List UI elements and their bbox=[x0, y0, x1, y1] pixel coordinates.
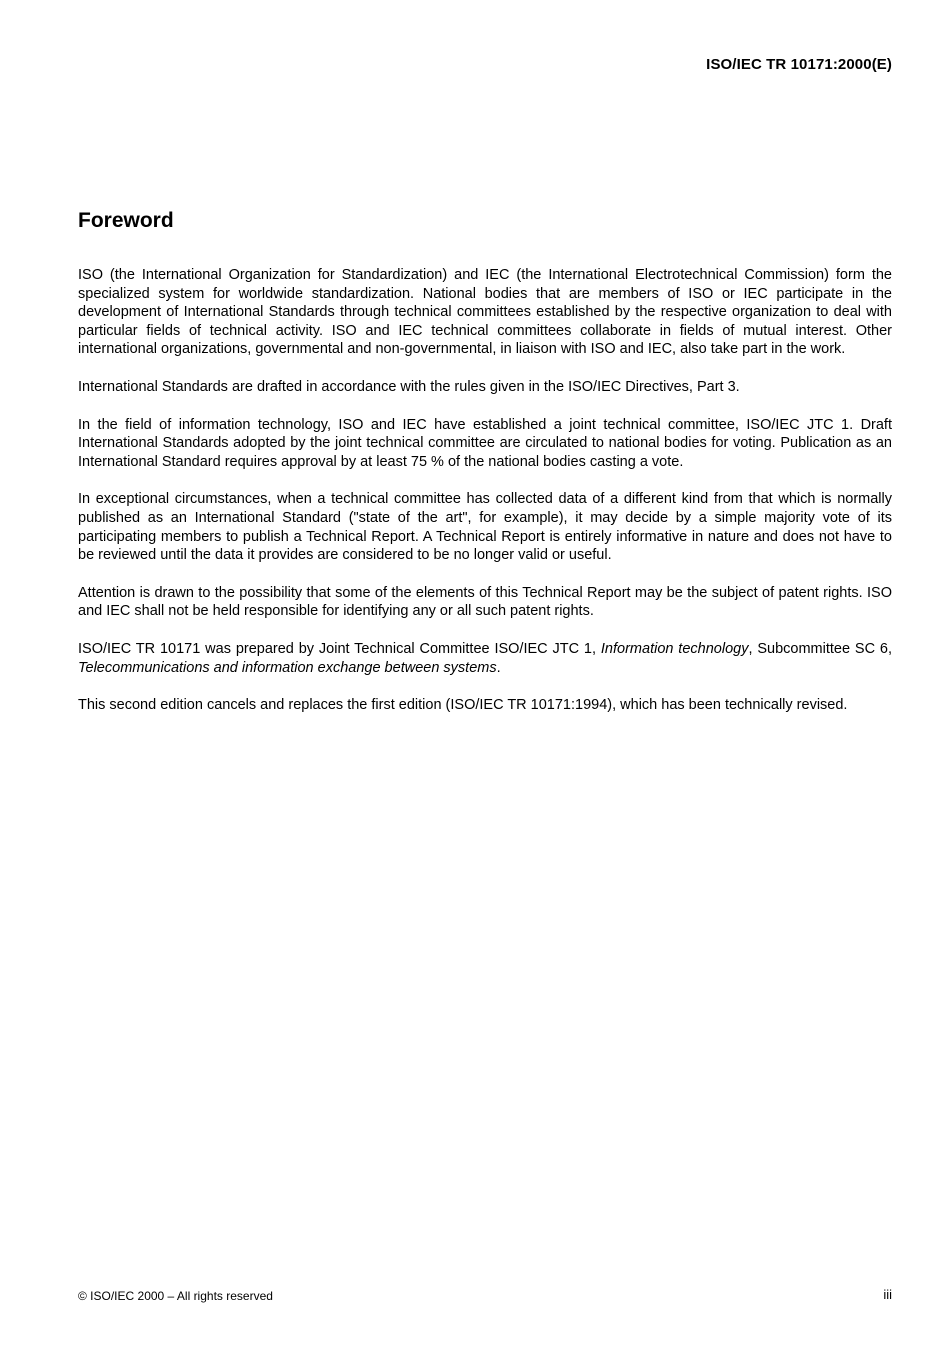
foreword-section bbox=[78, 206, 892, 734]
paragraph-edition: This second edition cancels and replaces the first edition (ISO/IEC TR 10171:1994), which has been technically revised. bbox=[78, 697, 848, 714]
paragraph-prepared-by bbox=[78, 640, 892, 677]
subcommittee-text: , Subcommittee SC 6, bbox=[748, 640, 893, 657]
paragraph-jtc1: In the field of information technology, ISO and IEC have established a joint technical committee, ISO/IEC JTC 1. Draft International Standards adopted by the joint technical committee are circulated to national bodies for voting. Publication as an International Standard requires approval by at least 75 % of the national bodies casting a vote. bbox=[78, 416, 892, 470]
copyright-footer: © ISO/IEC 2000 – All rights reserved bbox=[78, 1289, 273, 1303]
paragraph-iso-iec-intro: ISO (the International Organization for Standardization) and IEC (the International Electrotechnical Commission) form the specialized system for worldwide standardization. National bodies that are members of ISO or IEC participate in the development of International Standards through technical committees established by the respective organization to deal with particular fields of technical activity. ISO and IEC technical committees collaborate in fields of mutual interest. Other international organizations, governmental and non-governmental, in liaison with ISO and IEC, also take part in the work. bbox=[78, 267, 892, 358]
paragraph-directives: International Standards are drafted in accordance with the rules given in the ISO/IEC Directives, Part 3. bbox=[78, 378, 740, 395]
paragraph-patent-rights: Attention is drawn to the possibility that some of the elements of this Technical Report may be the subject of patent rights. ISO and IEC shall not be held responsible for identifying any or all such patent rights. bbox=[78, 584, 892, 620]
page-number: iii bbox=[883, 1287, 892, 1302]
paragraph-technical-report: In exceptional circumstances, when a technical committee has collected data of a different kind from that which is normally published as an International Standard ("state of the art", for example), it may decide by a simple majority vote of its participating members to publish a Technical Report. A Technical Report is entirely informative in nature and does not have to be reviewed until the data it provides are considered to be no longer valid or useful. bbox=[78, 491, 892, 564]
period-text: . bbox=[496, 659, 501, 676]
committee-name-italic: Information technology bbox=[600, 640, 749, 657]
document-id-header: ISO/IEC TR 10171:2000(E) bbox=[706, 56, 892, 73]
subcommittee-name-italic: Telecommunications and information exchange between systems bbox=[78, 659, 497, 676]
prepared-by-text: ISO/IEC TR 10171 was prepared by Joint Technical Committee ISO/IEC JTC 1, bbox=[78, 640, 601, 657]
page-title: Foreword bbox=[78, 209, 174, 232]
